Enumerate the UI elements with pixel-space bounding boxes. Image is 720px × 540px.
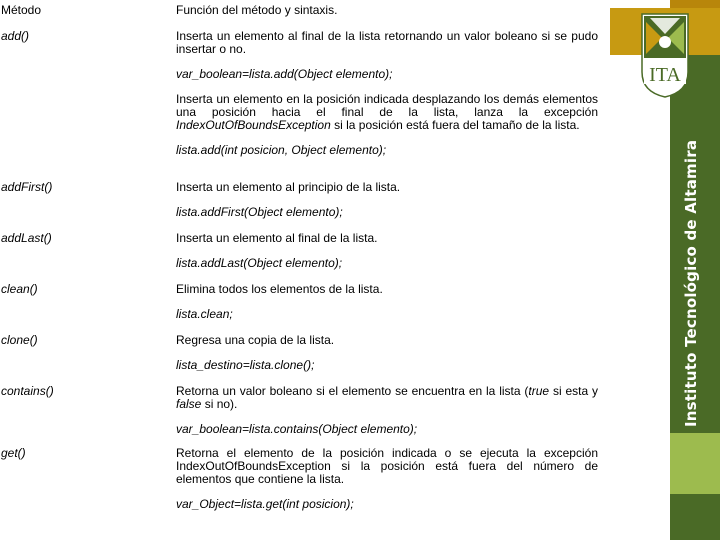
method-description: Inserta un elemento al principio de la lista. lista.addFirst(Object elemento); (176, 180, 401, 219)
method-name: addLast() (1, 231, 52, 245)
description-column-header: Función del método y sintaxis. (176, 3, 338, 17)
method-description: Inserta un elemento al final de la lista. lista.addLast(Object elemento); (176, 231, 378, 270)
method-column-header: Método (1, 3, 42, 17)
brand-bar-bottom (670, 494, 720, 540)
method-description: Regresa una copia de la lista. lista_destino=lista.clone(); (176, 333, 335, 372)
logo-text: ITA (649, 64, 681, 86)
method-description: Retorna el elemento de la posición indicada o se ejecuta la excepción IndexOutOfBoundsException si la posición está fuera del número de elementos que contiene la lista. var_Object=lista.get(int posicion); (176, 446, 598, 511)
method-name: add() (1, 29, 30, 43)
method-name: get() (1, 446, 26, 460)
institution-name: Instituto Tecnológico de Altamira (682, 139, 700, 427)
method-name: addFirst() (1, 180, 53, 194)
method-name: contains() (1, 384, 54, 398)
method-description: Inserta un elemento al final de la lista retornando un valor boleano si se pudo insertar o no. var_boolean=lista.add(Object elemento); Inserta un elemento en la posición indicada desplazando los demás elementos una posición hacia el final de la lista, lanza la excepción IndexOutOfBoundsException si la posición está fuera del tamaño de la lista. lista.add(int posicion, Object elemento); (176, 29, 598, 157)
ita-logo (640, 12, 690, 98)
brand-bar-accent (670, 433, 720, 494)
brand-bar-top (670, 0, 720, 8)
method-name: clean() (1, 282, 38, 296)
method-description: Retorna un valor boleano si el elemento se encuentra en la lista (true si esta y false si no). var_boolean=lista.contains(Object elemento); (176, 384, 598, 436)
method-name: clone() (1, 333, 38, 347)
method-description: Elimina todos los elementos de la lista. lista.clean; (176, 282, 383, 321)
